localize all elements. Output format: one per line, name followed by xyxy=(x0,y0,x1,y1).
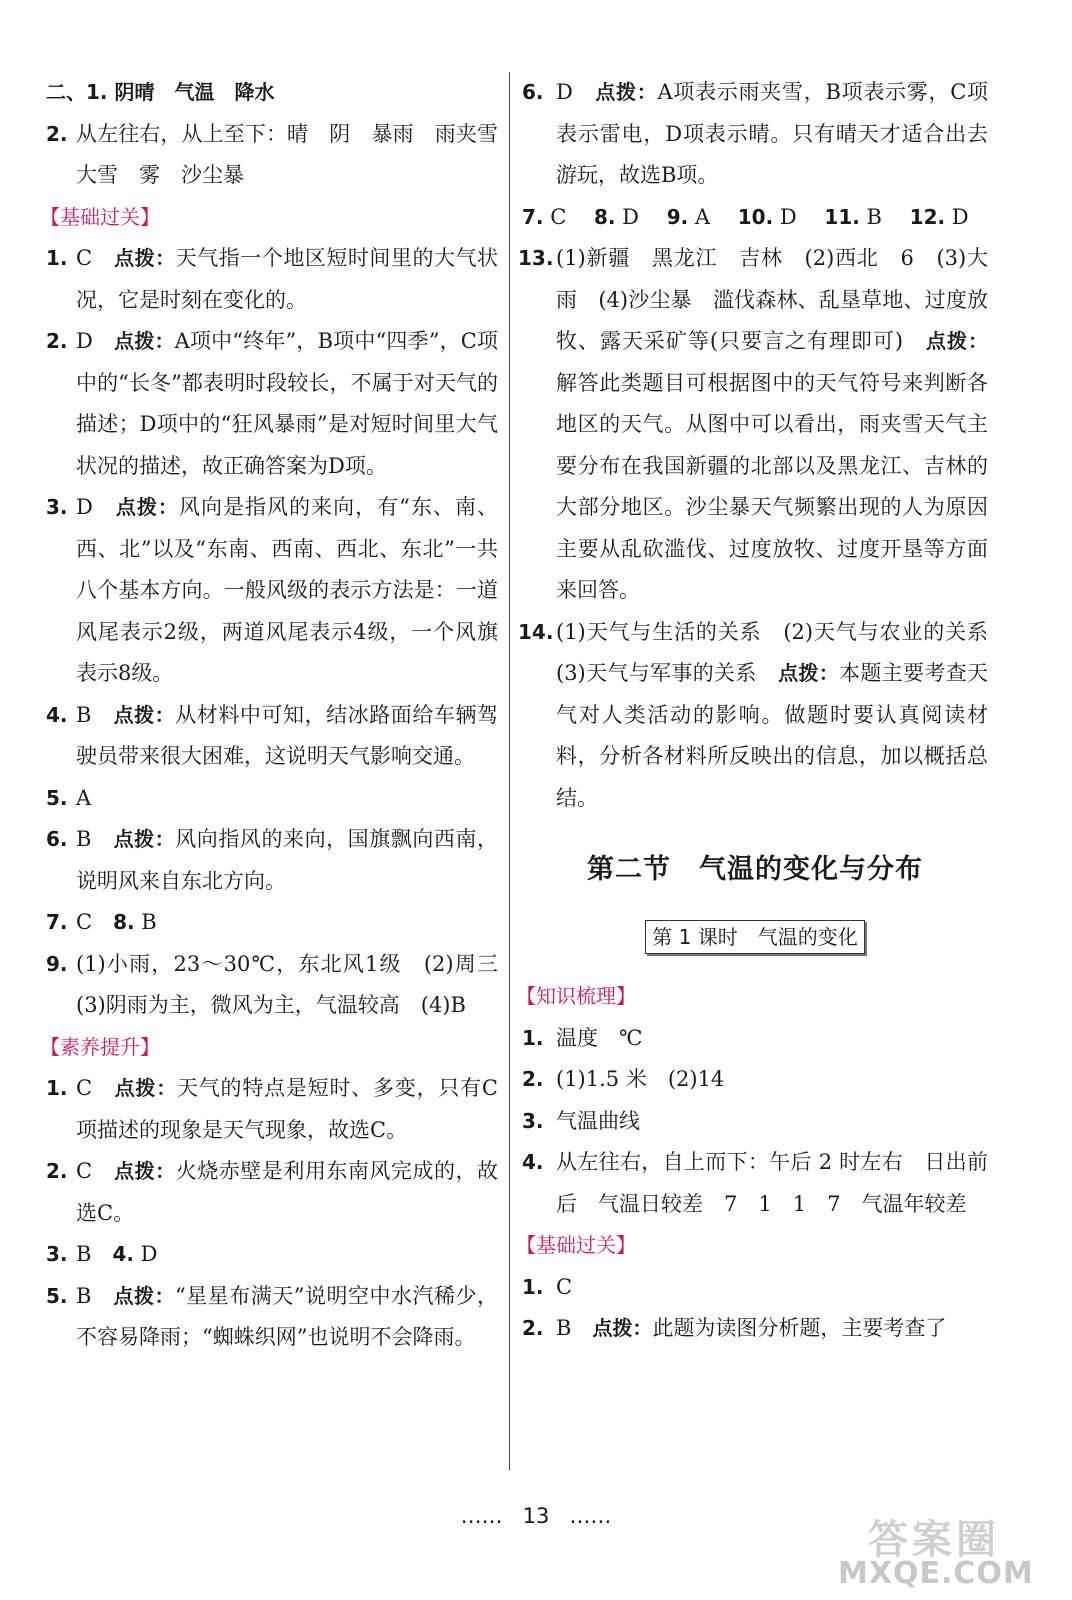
answer-text: 温度 ℃ xyxy=(556,1025,643,1050)
answer-choice: B xyxy=(76,1242,92,1266)
question-number: 7. xyxy=(46,910,68,934)
watermark-text-cn: 答案圈 xyxy=(868,1517,1000,1563)
question-number: 14. xyxy=(518,619,554,644)
footer-dots-right: …… xyxy=(569,1504,612,1528)
question-number: 10. xyxy=(737,204,774,229)
answer-choice: B xyxy=(76,1283,92,1308)
question-number: 3. xyxy=(46,495,68,519)
footer-dots-left: …… xyxy=(460,1504,503,1528)
answer-choice: D xyxy=(76,495,93,519)
hint-text: 风向是指风的来向，有“东、南、西、北”以及“东南、西南、西北、东北”一共八个基本方向。一般风级的表示方法是：一道风尾表示2级，两道风尾表示4级，一个风旗表示8级。 xyxy=(76,495,499,685)
answer-choice: D xyxy=(779,204,797,229)
answer-item xyxy=(46,1276,498,1359)
question-number: 5. xyxy=(46,1283,68,1308)
answer-item xyxy=(522,1059,988,1101)
answer-item xyxy=(522,1267,988,1309)
question-number: 4. xyxy=(46,702,68,727)
question-number: 6. xyxy=(46,827,68,851)
question-number: 8. xyxy=(113,910,135,934)
answer-item xyxy=(46,778,498,820)
question-number: 3. xyxy=(46,1242,68,1266)
answer-item xyxy=(46,944,519,1027)
answer-choice: D xyxy=(140,1242,158,1266)
page-number: 13 xyxy=(522,1504,550,1528)
answer-text: (1)新疆 黑龙江 吉林 (2)西北 6 (3)大雨 (4)沙尘暴 滥伐森林、乱垦草地、过度放牧、露天采矿等(只要言之有理即可) xyxy=(556,246,988,353)
answer-item xyxy=(46,487,498,695)
answer-item xyxy=(46,902,498,944)
answer-text: (1)1.5 米 (2)14 xyxy=(556,1067,725,1091)
hint-text: 本题主要考查天气对人类活动的影响。做题时要认真阅读材料，分析各材料所反映出的信息，加以概括总结。 xyxy=(556,661,989,810)
hint-label: 点拨： xyxy=(114,1076,177,1100)
answer-item xyxy=(522,72,988,197)
answer-choice: C xyxy=(550,204,567,229)
question-number: 11. xyxy=(824,204,860,229)
watermark-logo xyxy=(838,1508,1066,1590)
answer-text: 从左往右，自上而下：午后 2 时左右 日出前后 气温日较差 7 1 1 7 气温年较差 xyxy=(556,1150,988,1216)
hint-text: A项表示雨夹雪，B项表示雾，C项表示雷电，D项表示晴。只有晴天才适合出去游玩，故选B项。 xyxy=(556,80,989,187)
question-number: 6. xyxy=(522,80,544,104)
answer-item xyxy=(522,1018,988,1060)
part2-q1-text: 二、1. 阴晴 气温 降水 xyxy=(46,80,275,104)
hint-label: 点拨： xyxy=(113,702,176,727)
hint-text: 从材料中可知，结冰路面给车辆驾驶员带来很大困难，这说明天气影响交通。 xyxy=(76,702,499,768)
answer-choice: A xyxy=(76,785,92,810)
answer-choice: C xyxy=(556,1274,573,1299)
question-number: 12. xyxy=(909,204,946,229)
hint-text: 天气指一个地区短时间里的大气状况，它是时刻在变化的。 xyxy=(76,246,499,312)
hint-label: 点拨： xyxy=(114,246,176,270)
answer-text: (1)天气与生活的关系 (2)天气与农业的关系 (3)天气与军事的关系 xyxy=(556,619,1009,685)
hint-text: 风向指风的来向，国旗飘向西南，说明风来自东北方向。 xyxy=(76,827,499,893)
part2-q2 xyxy=(46,114,519,197)
hint-label: 点拨： xyxy=(115,495,179,519)
answer-choice: C xyxy=(76,246,93,270)
hint-text: 火烧赤壁是利用东南风完成的，故选C。 xyxy=(76,1159,499,1225)
answer-choice: D xyxy=(76,329,93,353)
question-number: 2. xyxy=(46,1159,68,1183)
question-number: 1. xyxy=(522,1025,544,1050)
advanced-section-title: 【素养提升】 xyxy=(40,1034,160,1059)
question-number: 3. xyxy=(522,1108,544,1133)
answer-choice: D xyxy=(951,204,969,229)
answer-text: (1)小雨，23～30℃，东北风1级 (2)周三 (3)阴雨为主，微风为主，气温较高 (4)B xyxy=(76,951,519,1017)
answer-item xyxy=(518,612,1009,820)
question-number: 2. xyxy=(522,1067,544,1091)
lesson-title: 第 1 课时 气温的变化 xyxy=(645,920,864,954)
answer-item xyxy=(518,238,989,612)
hint-label: 点拨： xyxy=(595,80,658,104)
part2-q1 xyxy=(46,72,498,114)
answer-choice: D xyxy=(556,80,573,104)
question-number: 8. xyxy=(593,204,616,229)
question-number: 4. xyxy=(522,1150,544,1174)
answer-choice: C xyxy=(76,1159,93,1183)
answer-choice: B xyxy=(556,1316,572,1340)
answer-item xyxy=(522,1101,988,1143)
hint-label: 点拨： xyxy=(113,1283,175,1308)
right-column xyxy=(516,72,1009,1350)
question-number: 7. xyxy=(522,204,544,229)
hint-label: 点拨： xyxy=(114,1159,176,1183)
watermark-text-en: MXQE.COM xyxy=(838,1556,1034,1591)
hint-label: 点拨： xyxy=(592,1316,653,1340)
left-column xyxy=(40,72,519,1359)
answer-text: 从左往右，从上至下：晴 阴 暴雨 雨夹雪 大雪 雾 沙尘暴 xyxy=(76,121,519,187)
question-number: 2. xyxy=(46,329,68,353)
answer-item xyxy=(522,1308,988,1350)
question-number: 1. xyxy=(46,1076,68,1100)
hint-text: 解答此类题目可根据图中的天气符号来判断各地区的天气。从图中可以看出，雨夹雪天气主要分布在我国新疆的北部以及黑龙江、吉林的大部分地区。沙尘暴天气频繁出现的人为原因主要从乱砍滥伐、过度放牧、过度开垦等方面来回答。 xyxy=(556,370,988,602)
answer-item xyxy=(46,238,498,321)
answer-item xyxy=(522,1142,988,1225)
answer-item xyxy=(46,1234,498,1276)
hint-text: A项中“终年”，B项中“四季”，C项中的“长冬”都表明时段较长，不属于对天气的描述；D项中的“狂风暴雨”是对短时间里大气状况的描述，故正确答案为D项。 xyxy=(76,329,499,478)
question-number: 1. xyxy=(46,246,68,270)
answer-choice: C xyxy=(76,910,93,934)
hint-label: 点拨： xyxy=(778,661,840,685)
question-number: 13. xyxy=(518,246,554,270)
hint-label: 点拨： xyxy=(113,827,176,851)
hint-label: 点拨： xyxy=(114,329,175,353)
answer-line-7-12 xyxy=(522,197,988,239)
knowledge-section-title: 【知识梳理】 xyxy=(516,984,636,1008)
question-number: 4. xyxy=(112,1242,134,1266)
question-number: 9. xyxy=(666,204,689,229)
hint-text: 天气的特点是短时、多变，只有C项描述的现象是天气现象，故选C。 xyxy=(76,1076,498,1142)
answer-choice: B xyxy=(866,204,882,229)
lesson-title-wrap xyxy=(522,917,988,959)
answer-item xyxy=(46,321,498,487)
question-number: 2. xyxy=(46,121,68,146)
answer-item xyxy=(46,695,498,778)
column-divider xyxy=(509,72,510,1470)
question-number: 9. xyxy=(46,951,68,976)
answer-item xyxy=(46,1068,498,1151)
question-number: 2. xyxy=(522,1316,544,1340)
answer-item xyxy=(46,819,498,902)
answer-choice: B xyxy=(76,702,92,727)
question-number: 5. xyxy=(46,785,68,810)
section-title: 第二节 气温的变化与分布 xyxy=(587,854,923,885)
answer-choice: B xyxy=(141,910,157,934)
hint-label: 点拨： xyxy=(926,329,989,353)
answer-choice: A xyxy=(694,204,711,229)
hint-text: 此题为读图分析题，主要考查了 xyxy=(652,1316,947,1340)
question-number: 1. xyxy=(522,1274,544,1299)
answer-choice: C xyxy=(76,1076,93,1100)
basic-section-title: 【基础过关】 xyxy=(40,204,160,229)
answer-choice: D xyxy=(622,204,640,229)
hint-text: “星星布满天”说明空中水汽稀少，不容易降雨；“蜘蛛织网”也说明不会降雨。 xyxy=(76,1283,498,1349)
basic-section-title-2: 【基础过关】 xyxy=(516,1233,636,1257)
answer-item xyxy=(46,1151,498,1234)
answer-text: 气温曲线 xyxy=(556,1108,640,1133)
answer-choice: B xyxy=(76,827,92,851)
